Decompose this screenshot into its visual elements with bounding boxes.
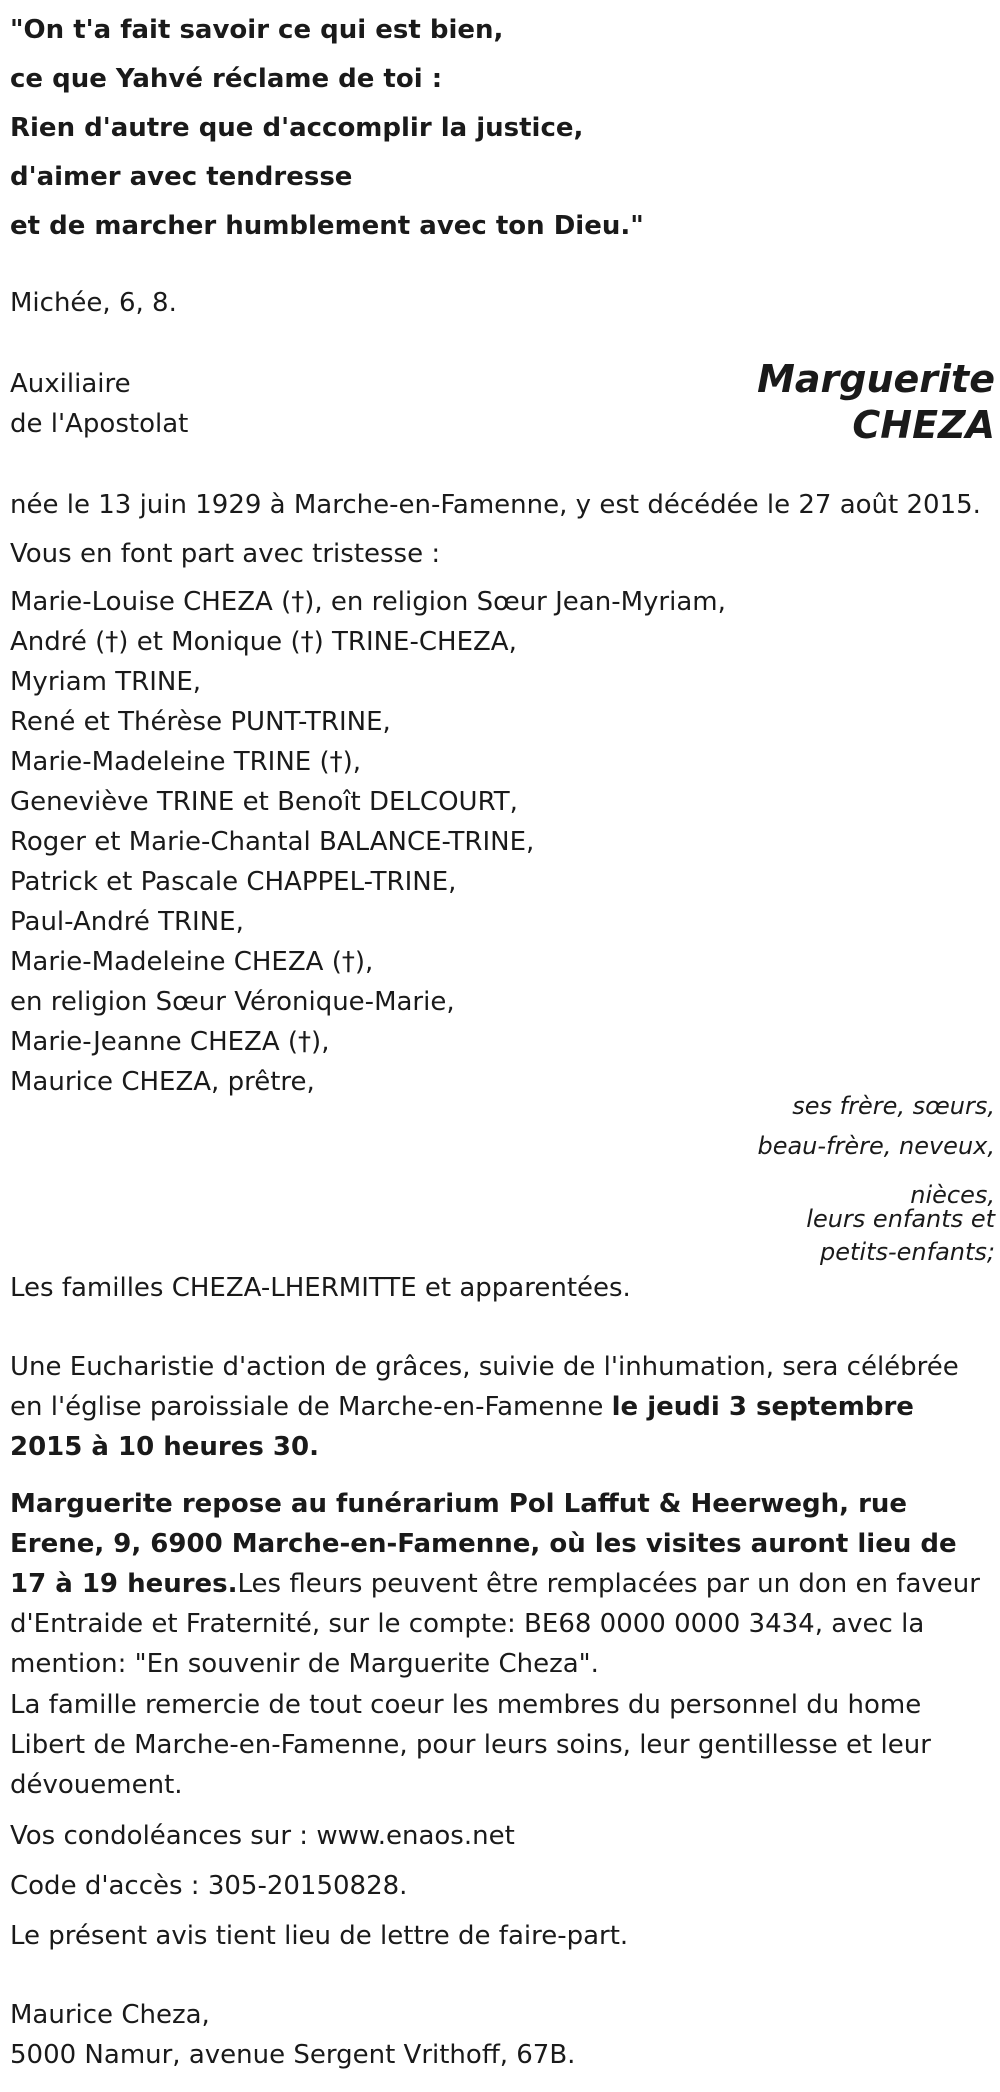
kinship-line: petits-enfants; [820, 1238, 995, 1266]
extended-families: Les familles CHEZA-LHERMITTE et apparentées. [10, 1273, 631, 1303]
family-member: Marie-Louise CHEZA (†), en religion Sœur Jean-Myriam, [10, 587, 726, 617]
family-member: Marie-Madeleine CHEZA (†), [10, 947, 374, 977]
kinship-line: nièces, [910, 1181, 995, 1209]
kinship-line: ses frère, sœurs, [792, 1092, 995, 1120]
thanks-paragraph: La famille remercie de tout coeur les membres du personnel du home Libert de Marche-en-Famenne, pour leurs soins, leur gentillesse et leur dévouement. [10, 1690, 931, 1800]
deceased-last-name: CHEZA [852, 403, 995, 447]
role-line: Auxiliaire [10, 369, 131, 399]
quote-line: "On t'a fait savoir ce qui est bien, [10, 15, 504, 45]
ceremony-paragraph [10, 1347, 995, 1467]
announcement-intro: Vous en font part avec tristesse : [10, 539, 441, 569]
deceased-name [757, 356, 995, 448]
bible-quote [10, 6, 644, 251]
flowers-donation-text: Les fleurs peuvent être remplacées par un don en faveur d'Entraide et Fraternité, sur le compte: BE68 0000 0000 3434, avec la mention: "En souvenir de Marguerite Cheza". [10, 1569, 980, 1679]
quote-line: d'aimer avec tendresse [10, 162, 353, 192]
ceremony-text: Une Eucharistie d'action de grâces, suivie de l'inhumation, sera célébrée en l'église paroissiale de Marche-en-Famenne [10, 1352, 959, 1422]
kinship-line: leurs enfants et [806, 1205, 995, 1233]
quote-reference: Michée, 6, 8. [10, 288, 177, 318]
funeral-home-paragraph [10, 1484, 995, 1684]
contact-address: 5000 Namur, avenue Sergent Vrithoff, 67B. [10, 2040, 576, 2070]
family-member: Maurice CHEZA, prêtre, [10, 1067, 315, 1097]
access-code-line: Code d'accès : 305-20150828. [10, 1871, 408, 1901]
deceased-role [10, 364, 188, 444]
family-member: Geneviève TRINE et Benoît DELCOURT, [10, 787, 518, 817]
family-list [10, 582, 726, 1102]
family-member: René et Thérèse PUNT-TRINE, [10, 707, 391, 737]
family-member: Marie-Madeleine TRINE (†), [10, 747, 362, 777]
funeral-home-details: Marguerite repose au funérarium Pol Laffut & Heerwegh, rue Erene, 9, 6900 Marche-en-Famenne, où les visites auront lieu de 17 à 19 heures. [10, 1489, 957, 1599]
family-member: en religion Sœur Véronique-Marie, [10, 987, 455, 1017]
family-member: Patrick et Pascale CHAPPEL-TRINE, [10, 867, 457, 897]
notice-line: Le présent avis tient lieu de lettre de faire-part. [10, 1921, 629, 1951]
condolences-line: Vos condoléances sur : www.enaos.net [10, 1821, 515, 1851]
quote-line: et de marcher humblement avec ton Dieu." [10, 211, 644, 241]
deceased-first-name: Marguerite [757, 357, 995, 401]
ceremony-date: le jeudi 3 septembre 2015 à 10 heures 30. [10, 1392, 914, 1462]
family-member: Paul-André TRINE, [10, 907, 244, 937]
family-member: Roger et Marie-Chantal BALANCE-TRINE, [10, 827, 535, 857]
kinship-relation [695, 1086, 995, 1272]
birth-death-line: née le 13 juin 1929 à Marche-en-Famenne, y est décédée le 27 août 2015. [10, 490, 981, 520]
family-member: Myriam TRINE, [10, 667, 202, 697]
family-member: Marie-Jeanne CHEZA (†), [10, 1027, 330, 1057]
contact-block [10, 1995, 575, 2075]
family-member: André (†) et Monique (†) TRINE-CHEZA, [10, 627, 517, 657]
kinship-line: beau-frère, neveux, [757, 1132, 995, 1160]
quote-line: Rien d'autre que d'accomplir la justice, [10, 113, 584, 143]
role-line: de l'Apostolat [10, 409, 189, 439]
quote-line: ce que Yahvé réclame de toi : [10, 64, 443, 94]
contact-name: Maurice Cheza, [10, 2000, 210, 2030]
